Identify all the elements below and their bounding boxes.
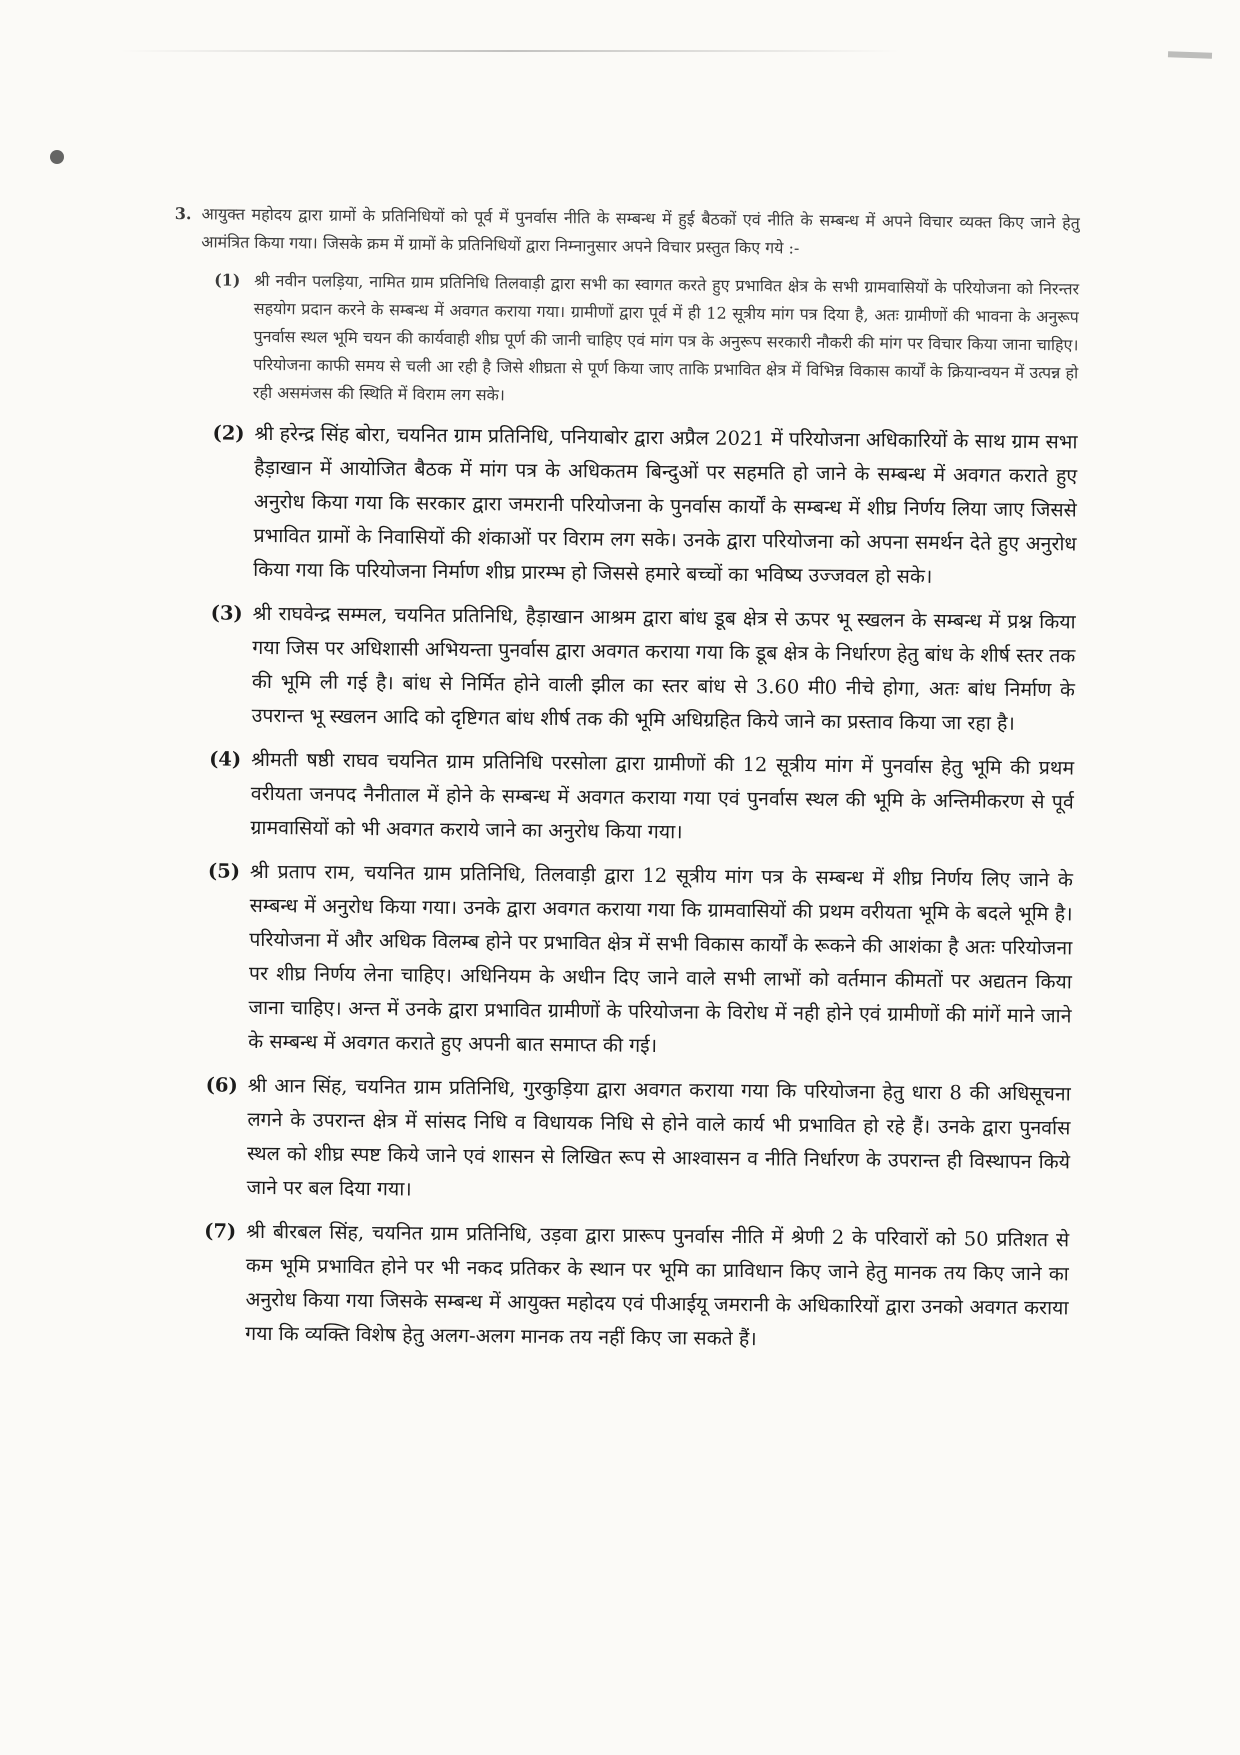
item-text: श्री प्रताप राम, चयनित ग्राम प्रतिनिधि, तिलवाड़ी द्वारा 12 सूत्रीय मांग पत्र के सम्बन्ध में शीघ्र निर्णय लिए जाने के सम्बन्ध में अनुरोध किया गया। उनके द्वारा अवगत कराया गया कि ग्रामवासियों की प्रथम वरीयता भूमि के बदले भूमि है। परियोजना में और अधिक विलम्ब होने पर प्रभावित क्षेत्र में सभी विकास कार्यों के रूकने की आशंका है अतः परियोजना पर शीघ्र निर्णय लेना चाहिए। अधिनियम के अधीन दिए जाने वाले सभी लाभों को वर्तमान कीमतों पर अद्यतन किया जाना चाहिए। अन्त में उनके द्वारा प्रभावित ग्रामीणों के परियोजना के विरोध में नही होने एवं ग्रामीणों की मांगें माने जाने के सम्बन्ध में अवगत कराते हुए अपनी बात समाप्त की गई। [248,859,1074,1058]
item-text: श्री राघवेन्द्र सम्मल, चयनित प्रतिनिधि, हैड़ाखान आश्रम द्वारा बांध डूब क्षेत्र से ऊपर भू स्खलन के सम्बन्ध में प्रश्न किया गया जिस पर अधिशासी अभियन्ता पुनर्वास द्वारा अवगत कराया गया कि डूब क्षेत्र के निर्धारण हेतु बांध के शीर्ष स्तर तक की भूमि ली गई है। बांध से निर्मित होने वाली झील का स्तर बांध से 3.60 मी0 नीचे होगा, अतः बांध निर्माण के उपरान्त भू स्खलन आदि को दृष्टिगत बांध शीर्ष तक की भूमि अधिग्रहित किये जाने का प्रस्ताव किया जा रहा है। [251,601,1076,735]
intro-number: 3. [174,203,192,224]
list-item [211,416,1078,595]
item-number: (5) [207,859,241,883]
item-number: (6) [205,1073,238,1097]
item-number: (4) [209,747,242,771]
scan-edge-top [120,50,900,52]
item-number: (2) [212,421,245,445]
item-text: श्री बीरबल सिंह, चयनित ग्राम प्रतिनिधि, उड़वा द्वारा प्रारूप पुनर्वास नीति में श्रेणी 2 के परिवारों को 50 प्रतिशत से कम भूमि प्रभावित होने पर भी नकद प्रतिकर के स्थान पर भूमि का प्राविधान किए जाने हेतु मानक तय किए जाने का अनुरोध किया गया जिसके सम्बन्ध में आयुक्त महोदय एवं पीआईयू जमरानी के अधिकारियों द्वारा उनको अवगत कराया गया कि व्यक्ति विशेष हेतु अलग-अलग मानक तय नहीं किए जा सकते हैं। [245,1219,1070,1351]
item-text: श्रीमती षष्ठी राघव चयनित ग्राम प्रतिनिधि परसोला द्वारा ग्रामीणों की 12 सूत्रीय मांग में पुनर्वास हेतु भूमि की प्रथम वरीयता जनपद नैनीताल में होने के सम्बन्ध में अवगत कराया गया एवं पुनर्वास स्थल की भूमि के अन्तिमीकरण से पूर्व ग्रामवासियों को भी अवगत कराये जाने का अनुरोध किया गया। [250,747,1075,844]
opinion-list [203,266,1079,1359]
intro-text: आयुक्त महोदय द्वारा ग्रामों के प्रतिनिधियों को पूर्व में पुनर्वास नीति के सम्बन्ध में हुई बैठकों एवं नीति के सम्बन्ध में अपने विचार व्यक्त किए जाने हेतु आमंत्रित किया गया। जिसके क्रम में ग्रामों के प्रतिनिधियों द्वारा निम्नानुसार अपने विचार प्रस्तुत किए गये :- [201,204,1080,258]
list-item [213,266,1079,415]
item-text: श्री आन सिंह, चयनित ग्राम प्रतिनिधि, गुरकुड़िया द्वारा अवगत कराया गया कि परियोजना हेतु धारा 8 की अधिसूचना लगने के उपरान्त क्षेत्र में सांसद निधि व विधायक निधि से होने वाले कार्य भी प्रभावित हो रहे हैं। उनके द्वारा पुनर्वास स्थल को शीघ्र स्पष्ट किये जाने एवं शासन से लिखित रूप से आश्वासन व नीति निर्धारण के उपरान्त ही विस्थापन किये जाने पर बल दिया गया। [246,1073,1071,1201]
list-item [204,1068,1070,1213]
list-item [208,742,1074,853]
intro-paragraph [174,200,1080,265]
list-item [203,1214,1069,1359]
document-page [163,200,1080,1369]
list-item [206,854,1073,1067]
scan-mark-left [50,150,64,164]
scan-mark-right [1168,51,1212,59]
item-number: (7) [204,1219,237,1243]
item-text: श्री हरेन्द्र सिंह बोरा, चयनित ग्राम प्रतिनिधि, पनियाबोर द्वारा अप्रैल 2021 में परियोजना अधिकारियों के साथ ग्राम सभा हैड़ाखान में आयोजित बैठक में मांग पत्र के अधिकतम बिन्दुओं पर सहमति हो जाने के सम्बन्ध में अवगत कराते हुए अनुरोध किया गया कि सरकार द्वारा जमरानी परियोजना के पुनर्वास कार्यों के सम्बन्ध में शीघ्र निर्णय लिया जाए जिससे प्रभावित ग्रामों के निवासियों की शंकाओं पर विराम लग सके। उनके द्वारा परियोजना को अपना समर्थन देते हुए अनुरोध किया गया कि परियोजना निर्माण शीघ्र प्रारम्भ हो जिससे हमारे बच्चों का भविष्य उज्जवल हो सके। [253,421,1078,588]
list-item [209,596,1075,741]
item-number: (1) [214,270,241,290]
item-text: श्री नवीन पलड़िया, नामित ग्राम प्रतिनिधि तिलवाड़ी द्वारा सभी का स्वागत करते हुए प्रभावित क्षेत्र के सभी ग्रामवासियों के परियोजना को निरन्तर सहयोग प्रदान करने के सम्बन्ध में अवगत कराया गया। ग्रामीणों द्वारा पूर्व में ही 12 सूत्रीय मांग पत्र दिया है, अतः ग्रामीणों की भावना के अनुरूप पुनर्वास स्थल भूमि चयन की कार्यवाही शीघ्र पूर्ण की जानी चाहिए एवं मांग पत्र के अनुरूप सरकारी नौकरी की मांग पर विचार किया जाना चाहिए। परियोजना काफी समय से चली आ रही है जिसे शीघ्रता से पूर्ण किया जाए ताकि प्रभावित क्षेत्र में विभिन्न विकास कार्यों के क्रियान्वयन में उत्पन्न हो रही असमंजस की स्थिति में विराम लग सके। [252,270,1080,405]
item-number: (3) [210,601,243,625]
